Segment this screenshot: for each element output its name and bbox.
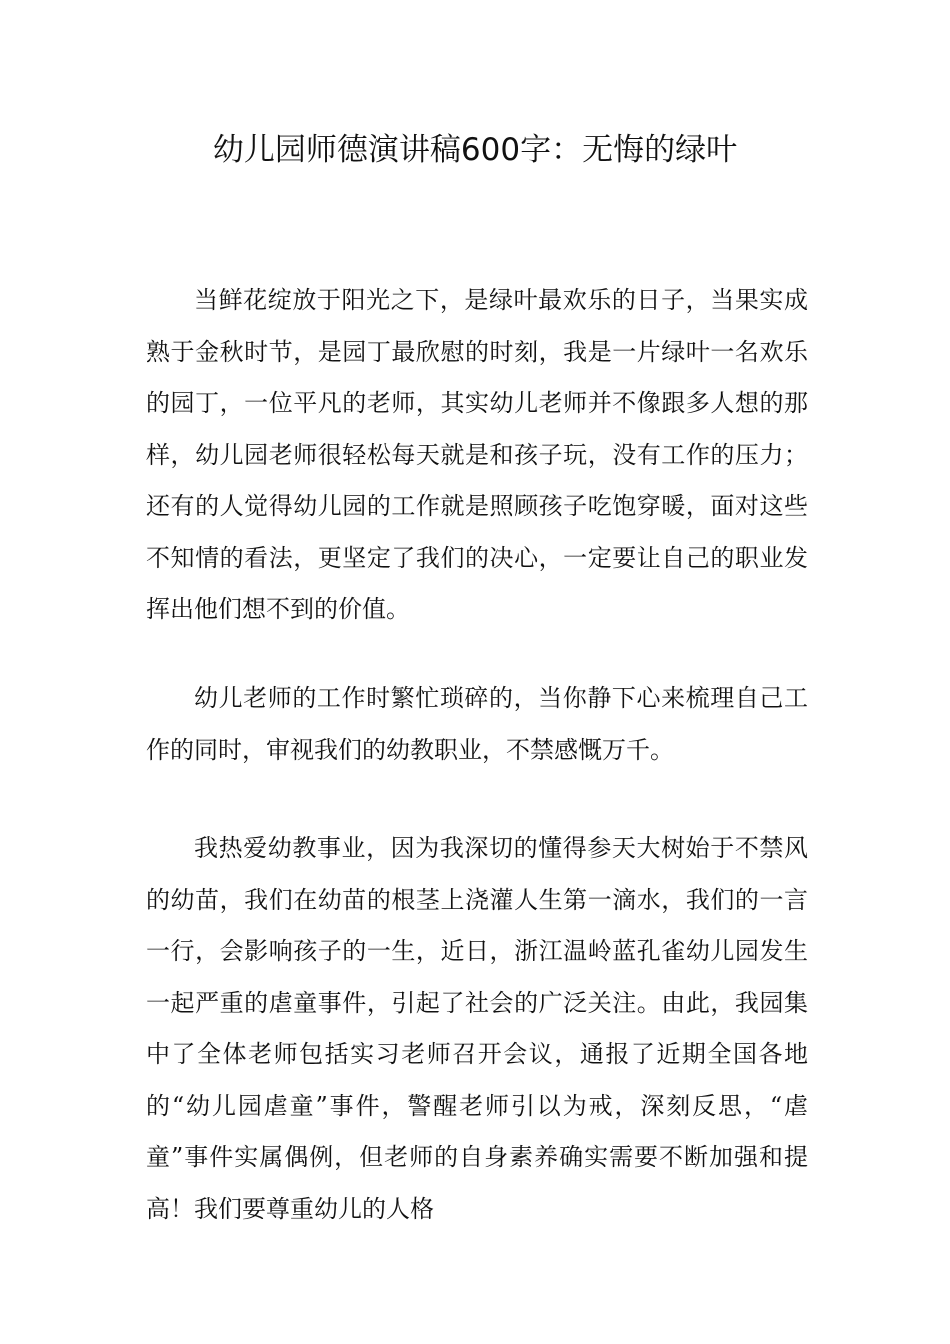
paragraph-2: 幼儿老师的工作时繁忙琐碎的，当你静下心来梳理自己工作的同时，审视我们的幼教职业，不禁感慨万千。 bbox=[146, 684, 808, 764]
paragraph-1: 当鲜花绽放于阳光之下，是绿叶最欢乐的日子，当果实成熟于金秋时节，是园丁最欣慰的时刻，我是一片绿叶一名欢乐的园丁，一位平凡的老师，其实幼儿老师并不像跟多人想的那样，幼儿园老师很轻松每天就是和孩子玩，没有工作的压力；还有的人觉得幼儿园的工作就是照顾孩子吃饱穿暖，面对这些不知情的看法，更坚定了我们的决心，一定要让自己的职业发挥出他们想不到的价值。 bbox=[146, 286, 808, 623]
paragraph-3: 我热爱幼教事业，因为我深切的懂得参天大树始于不禁风的幼苗，我们在幼苗的根茎上浇灌人生第一滴水，我们的一言一行，会影响孩子的一生，近日，浙江温岭蓝孔雀幼儿园发生一起严重的虐童事件，引起了社会的广泛关注。由此，我园集中了全体老师包括实习老师召开会议，通报了近期全国各地的“幼儿园虐童”事件，警醒老师引以为戒，深刻反思，“虐童”事件实属偶例，但老师的自身素养确实需要不断加强和提高！我们要尊重幼儿的人格 bbox=[146, 834, 808, 1223]
document-title: 幼儿园师德演讲稿600字：无悔的绿叶 bbox=[212, 132, 738, 168]
